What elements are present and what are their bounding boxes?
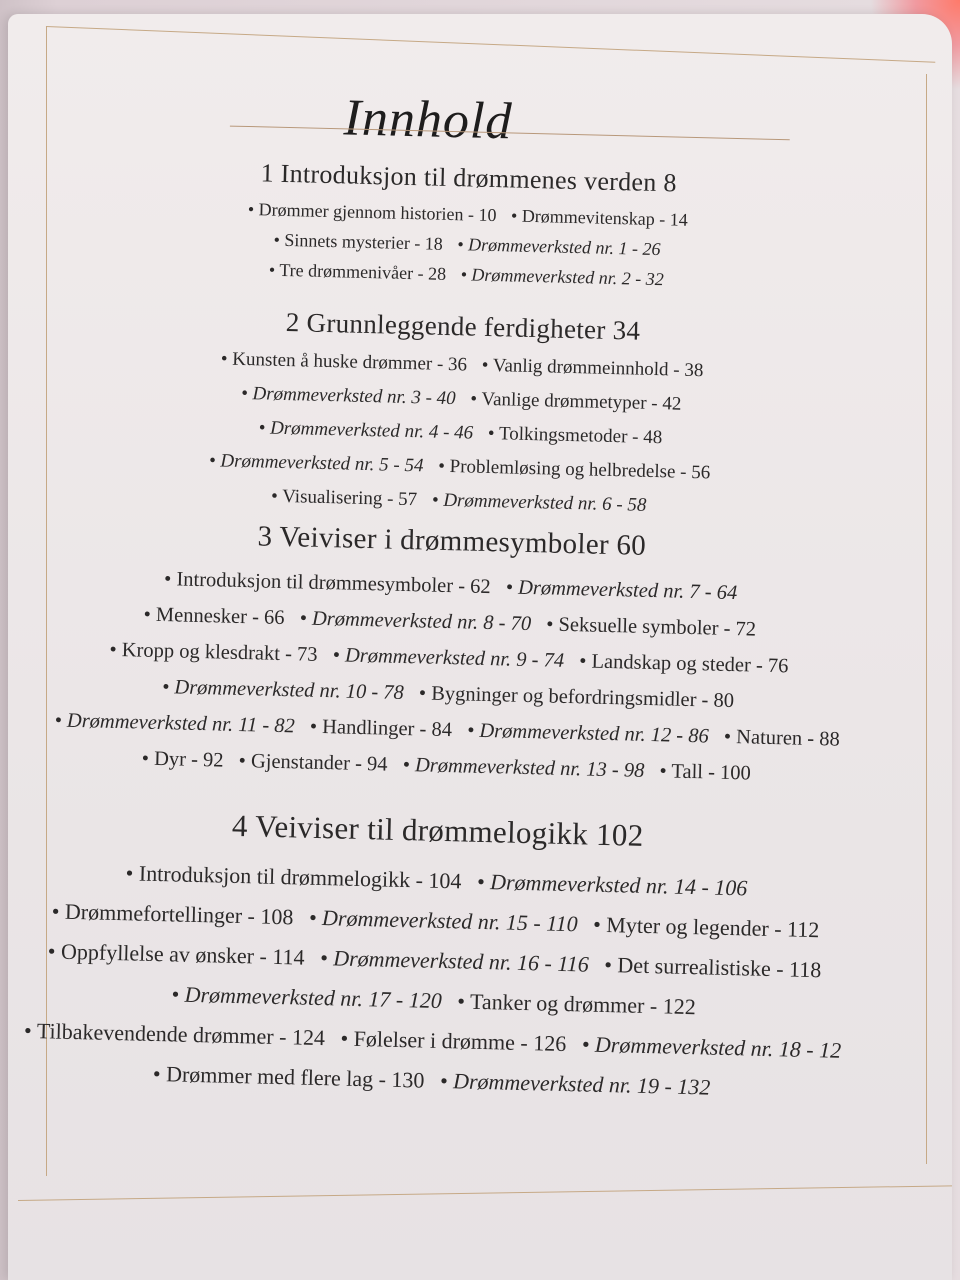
toc-entry: • Dyr - 92 [141, 747, 224, 772]
toc-section-1 [8, 152, 941, 301]
toc-entry: • Mennesker - 66 [143, 603, 285, 630]
toc-entry: • Det surrealistiske - 118 [603, 951, 822, 983]
toc-entry: • Landskap og steder - 76 [578, 650, 789, 678]
book-page [8, 14, 952, 1280]
toc-section-4 [8, 801, 910, 1112]
toc-entry: • Visualisering - 57 [270, 485, 418, 511]
toc-entry: • Introduksjon til drømmesymboler - 62 [163, 568, 491, 599]
toc-entry: • Kropp og klesdrakt - 73 [109, 638, 318, 666]
toc-entry-workshop: • Drømmeverksted nr. 18 - 12 [581, 1031, 842, 1063]
toc-entry-workshop: • Drømmeverksted nr. 14 - 106 [476, 868, 748, 901]
toc-entry-workshop: • Drømmeverksted nr. 7 - 64 [505, 576, 738, 605]
toc-entry-workshop: • Drømmeverksted nr. 9 - 74 [332, 644, 565, 672]
toc-content [8, 14, 952, 1280]
toc-entry: • Drømmer med flere lag - 130 [152, 1060, 425, 1093]
toc-entry: • Drømmer gjennom historien - 10 [247, 199, 497, 226]
toc-entry-workshop: • Drømmeverksted nr. 6 - 58 [431, 489, 647, 516]
toc-entry-workshop: • Drømmeverksted nr. 2 - 32 [460, 264, 665, 290]
toc-entry: • Problemløsing og helbredelse - 56 [437, 455, 711, 484]
toc-entry: • Drømmefortellinger - 108 [51, 898, 294, 930]
section-heading: 2 Grunnleggende ferdigheter 34 [285, 307, 641, 346]
toc-entry-workshop: • Drømmeverksted nr. 17 - 120 [171, 981, 443, 1014]
toc-section-3 [8, 514, 924, 796]
toc-entry-workshop: • Drømmeverksted nr. 19 - 132 [439, 1067, 711, 1100]
toc-entry: • Tall - 100 [659, 760, 752, 785]
toc-entry: • Sinnets mysterier - 18 [273, 229, 444, 254]
toc-entry-workshop: • Drømmeverksted nr. 13 - 98 [402, 753, 645, 782]
toc-entry: • Seksuelle symboler - 72 [545, 613, 757, 641]
toc-entry: • Drømmevitenskap - 14 [510, 205, 688, 230]
toc-entry: • Handlinger - 84 [309, 715, 453, 742]
toc-entry: • Bygninger og befordringsmidler - 80 [418, 682, 735, 713]
section-heading: 4 Veiviser til drømmelogikk 102 [231, 807, 644, 853]
toc-entry: • Tre drømmenivåer - 28 [268, 259, 447, 284]
toc-entry: • Tanker og drømmer - 122 [456, 988, 697, 1020]
section-heading: 3 Veiviser i drømmesymboler 60 [257, 520, 647, 562]
toc-entry: • Introduksjon til drømmelogikk - 104 [125, 860, 462, 894]
toc-entry: • Oppfyllelse av ønsker - 114 [47, 938, 305, 970]
toc-entry-workshop: • Drømmeverksted nr. 11 - 82 [54, 709, 296, 738]
toc-entry-workshop: • Drømmeverksted nr. 4 - 46 [258, 417, 474, 444]
toc-entry-workshop: • Drømmeverksted nr. 3 - 40 [240, 382, 456, 410]
toc-entry: • Naturen - 88 [723, 725, 841, 751]
toc-section-2 [8, 300, 935, 530]
toc-entry-workshop: • Drømmeverksted nr. 12 - 86 [466, 719, 710, 748]
toc-entry-workshop: • Drømmeverksted nr. 5 - 54 [208, 450, 424, 477]
toc-entry: • Tolkingsmetoder - 48 [487, 422, 663, 449]
page-title: Innhold [343, 89, 514, 151]
toc-entry: • Gjenstander - 94 [238, 749, 388, 776]
toc-entry: • Myter og legender - 112 [592, 911, 820, 943]
toc-entry: • Kunsten å huske drømmer - 36 [220, 348, 468, 376]
toc-entry: • Vanlig drømmeinnhold - 38 [481, 354, 704, 382]
toc-entry-workshop: • Drømmeverksted nr. 8 - 70 [299, 607, 532, 636]
toc-entry: • Følelser i drømme - 126 [340, 1025, 567, 1057]
toc-entry-workshop: • Drømmeverksted nr. 10 - 78 [161, 676, 405, 704]
toc-entry-workshop: • Drømmeverksted nr. 16 - 116 [319, 945, 590, 977]
toc-entry: • Tilbakevendende drømmer - 124 [23, 1017, 326, 1051]
toc-entry: • Vanlige drømmetyper - 42 [470, 388, 682, 415]
section-heading: 1 Introduksjon til drømmenes verden 8 [260, 158, 678, 198]
toc-entry-workshop: • Drømmeverksted nr. 15 - 110 [308, 904, 578, 937]
toc-entry-workshop: • Drømmeverksted nr. 1 - 26 [457, 234, 661, 260]
